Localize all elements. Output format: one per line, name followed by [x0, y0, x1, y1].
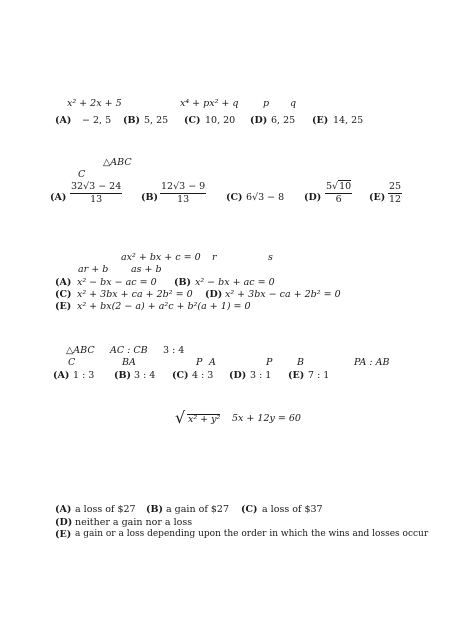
choice-label: (A) — [55, 277, 72, 288]
choice-text: neither a gain nor a loss — [75, 517, 193, 528]
point-a: A — [209, 357, 216, 368]
ratio-value: 3 : 4 — [163, 345, 185, 356]
choice-label: (E) — [288, 370, 305, 381]
choice-text: x² + bx(2 − a) + a²c + b²(a + 1) = 0 — [77, 301, 251, 312]
point-p: P — [266, 357, 273, 368]
fraction-e: $\frac{25}{12}$ — [389, 181, 402, 205]
expr-as-b: as + b — [131, 264, 162, 275]
fraction-b: $\frac{12√3 - 9}{13}$ — [161, 181, 206, 205]
choice-text: 14, 25 — [333, 115, 364, 126]
vertex-c: C — [68, 357, 76, 368]
choice-text: 5, 25 — [144, 115, 169, 126]
point-b: B — [297, 357, 304, 368]
triangle-abc: △ABC — [103, 157, 132, 168]
var-p: p — [263, 98, 270, 109]
point-p: P — [196, 357, 203, 368]
expr-quadratic: x² + 2x + 5 — [67, 98, 122, 109]
fraction-d: $\frac{5√10}{6}$ — [326, 181, 352, 205]
choice-label: (A) — [55, 504, 72, 515]
choice-text: x² + 3bx − ca + 2b² = 0 — [225, 289, 341, 300]
choice-text: x² − bx + ac = 0 — [195, 277, 275, 288]
choice-text: 10, 20 — [205, 115, 236, 126]
ratio-pa-ab: PA : AB — [354, 357, 390, 368]
choice-label: (D) — [304, 192, 322, 203]
choice-label: (D) — [205, 289, 223, 300]
vertex-c: C — [78, 169, 86, 180]
choice-label: (E) — [369, 192, 386, 203]
expr-ar-b: ar + b — [78, 264, 109, 275]
choice-label: (B) — [123, 115, 141, 126]
choice-text: a gain of $27 — [166, 504, 229, 515]
choice-text: a loss of $37 — [262, 504, 323, 515]
line-equation: 5x + 12y = 60 — [232, 413, 301, 424]
segment-ba: BA — [122, 357, 136, 368]
var-s: s — [268, 252, 273, 263]
choice-text: 3 : 1 — [250, 370, 272, 381]
choice-label: (C) — [226, 192, 243, 203]
ratio-expression: AC : CB — [110, 345, 148, 356]
choice-text: − 2, 5 — [82, 115, 112, 126]
choice-label: (E) — [55, 529, 72, 540]
choice-label: (C) — [241, 504, 258, 515]
choice-label: (D) — [250, 115, 268, 126]
choice-text: x² − bx − ac = 0 — [77, 277, 157, 288]
choice-label: (A) — [50, 192, 67, 203]
choice-label: (E) — [55, 301, 72, 312]
choice-text: 3 : 4 — [134, 370, 156, 381]
choice-text: a loss of $27 — [75, 504, 136, 515]
choice-text: a gain or a loss depending upon the order in which the wins and losses occur — [75, 529, 429, 539]
choice-text: 1 : 3 — [73, 370, 95, 381]
choice-label: (B) — [141, 192, 159, 203]
choice-label: (B) — [114, 370, 132, 381]
radicand: x² + y² — [188, 414, 221, 425]
choice-label: (B) — [146, 504, 164, 515]
choice-label: (A) — [55, 115, 72, 126]
equation-quadratic: ax² + bx + c = 0 — [121, 252, 201, 263]
choice-label: (C) — [184, 115, 201, 126]
triangle-abc: △ABC — [66, 345, 95, 356]
choice-label: (A) — [53, 370, 70, 381]
choice-label: (C) — [172, 370, 189, 381]
choice-text: 7 : 1 — [308, 370, 330, 381]
choice-label: (D) — [55, 517, 73, 528]
expr-quartic: x⁴ + px² + q — [180, 98, 239, 109]
choice-text: 4 : 3 — [192, 370, 214, 381]
fraction-a: $\frac{32√3 - 24}{13}$ — [71, 181, 122, 205]
choice-label: (D) — [229, 370, 247, 381]
choice-label: (B) — [174, 277, 192, 288]
choice-text: 6, 25 — [271, 115, 296, 126]
var-q: q — [290, 98, 297, 109]
choice-label: (C) — [55, 289, 72, 300]
choice-label: (E) — [312, 115, 329, 126]
choice-text: x² + 3bx + ca + 2b² = 0 — [77, 289, 193, 300]
sqrt-sign: √ — [175, 408, 186, 427]
var-r: r — [212, 252, 217, 263]
choice-text: 6√3 − 8 — [246, 192, 285, 203]
